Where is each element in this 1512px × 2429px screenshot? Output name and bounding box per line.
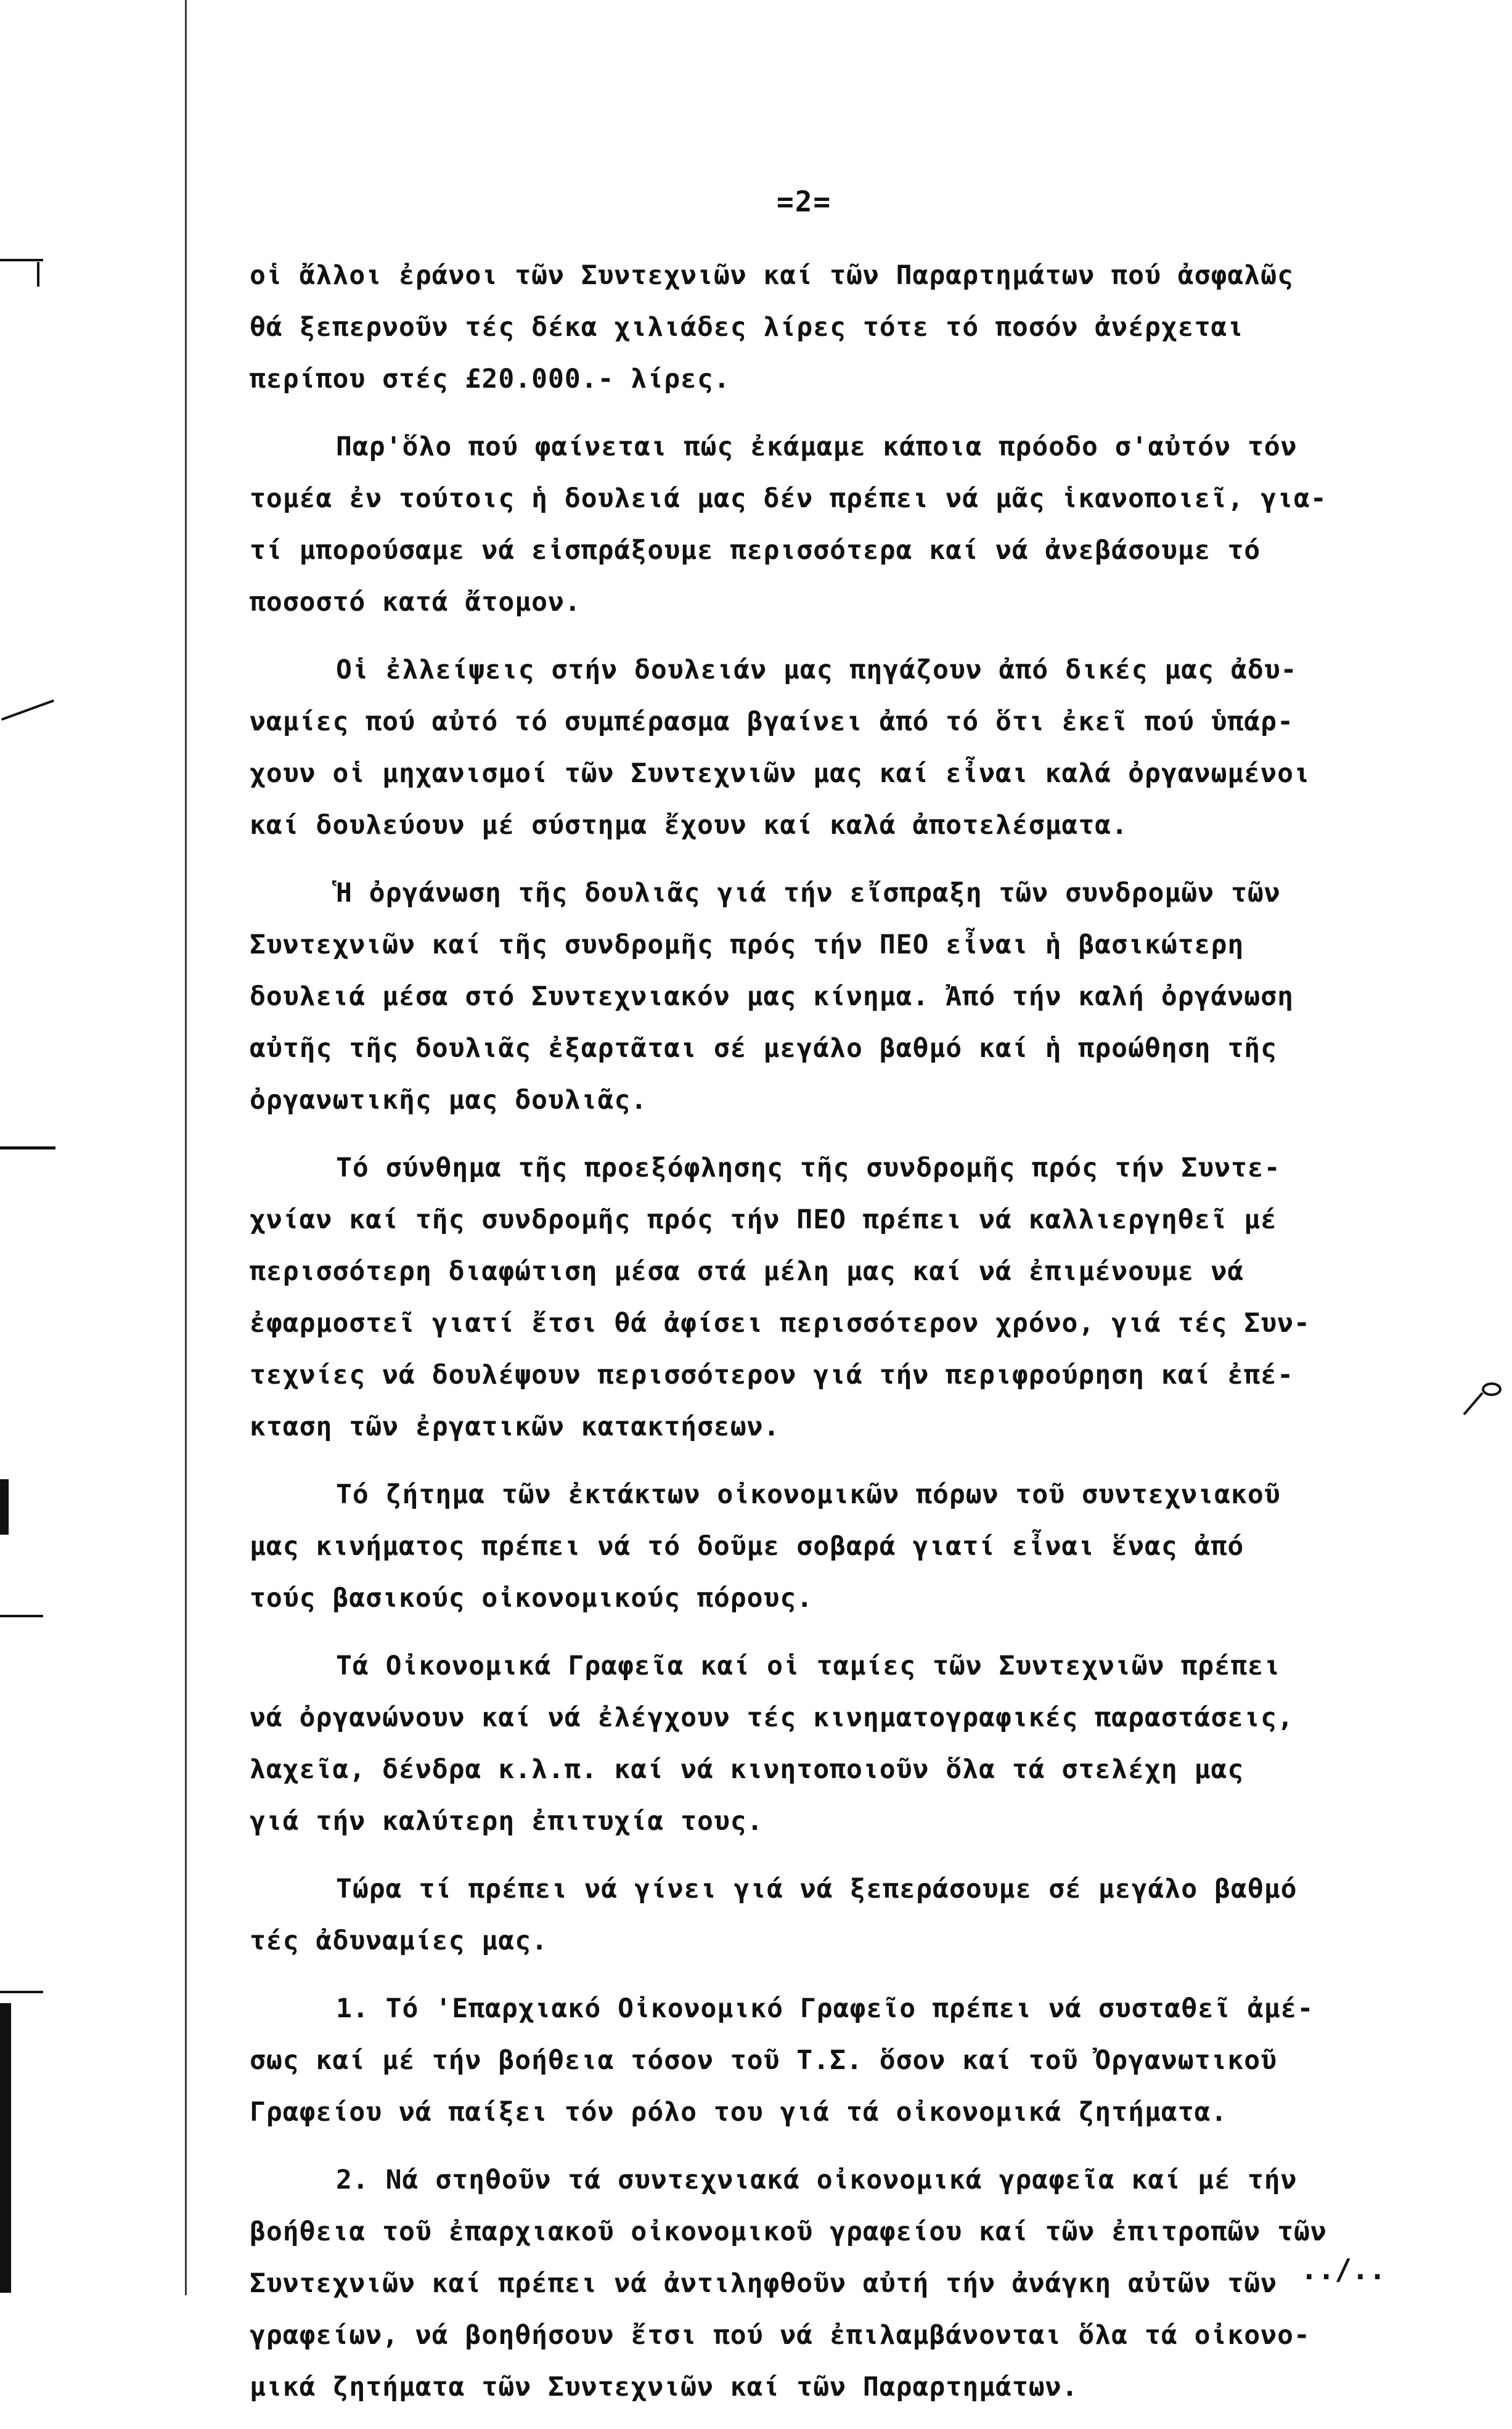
text-line: ὀργανωτικῆς μας δουλιᾶς.: [250, 1085, 648, 1116]
text-line: ποσοστό κατά ἄτομον.: [250, 587, 581, 618]
text-line: ναμίες πού αὐτό τό συμπέρασμα βγαίνει ἀπό τό ὅτι ἐκεῖ πού ὑπάρ-: [250, 706, 1294, 737]
text-line: 1. Τό 'Επαρχιακό Οἰκονομικό Γραφεῖο πρέπει νά συσταθεῖ ἀμέ-: [336, 1993, 1314, 2024]
margin-mark: [0, 1991, 43, 1993]
text-line: σως καί μέ τήν βοήθεια τόσον τοῦ Τ.Σ. ὅσον καί τοῦ Ὀργανωτικοῦ: [250, 2045, 1278, 2076]
text-line: Τό ζήτημα τῶν ἐκτάκτων οἰκονομικῶν πόρων τοῦ συντεχνιακοῦ: [336, 1479, 1281, 1510]
body-text: [250, 250, 1458, 2429]
text-line: Οἱ ἐλλείψεις στήν δουλειάν μας πηγάζουν ἀπό δικές μας ἀδυ-: [336, 655, 1297, 685]
text-line: βοήθεια τοῦ ἐπαρχιακοῦ οἰκονομικοῦ γραφείου καί τῶν ἐπιτροπῶν τῶν: [250, 2216, 1327, 2247]
text-line: τεχνίες νά δουλέψουν περισσότερον γιά τήν περιφρούρηση καί ἐπέ-: [250, 1360, 1294, 1390]
text-line: γιά τήν καλύτερη ἐπιτυχία τους.: [250, 1806, 764, 1837]
text-line: τί μπορούσαμε νά εἰσπράξουμε περισσότερα καί νά ἀνεβάσουμε τό: [250, 535, 1261, 566]
paragraph: [250, 421, 1458, 628]
page-number: =2=: [777, 185, 832, 218]
margin-mark: [37, 262, 39, 287]
text-line: λαχεῖα, δένδρα κ.λ.π. καί νά κινητοποιοῦν ὅλα τά στελέχη μας: [250, 1754, 1244, 1785]
text-line: περίπου στές £20.000.- λίρες.: [250, 364, 730, 394]
text-line: τούς βασικούς οἰκονομικούς πόρους.: [250, 1583, 814, 1614]
paragraph: [250, 644, 1458, 851]
text-line: 2. Νά στηθοῦν τά συντεχνιακά οἰκονομικά γραφεῖα καί μέ τήν: [336, 2165, 1297, 2195]
paragraph: [250, 1640, 1458, 1847]
text-line: Παρ'ὅλο πού φαίνεται πώς ἐκάμαμε κάποια πρόοδο σ'αὐτόν τόν: [336, 431, 1297, 462]
paragraph: [250, 1863, 1458, 1967]
margin-mark: [0, 2003, 11, 2293]
margin-mark: [1, 700, 54, 721]
text-line: Συντεχνιῶν καί τῆς συνδρομῆς πρός τήν ΠΕΟ εἶναι ἡ βασικώτερη: [250, 929, 1244, 960]
text-line: ἐφαρμοστεῖ γιατί ἔτσι θά ἀφίσει περισσότερον χρόνο, γιά τές Συν-: [250, 1308, 1310, 1339]
text-line: περισσότερη διαφώτιση μέσα στά μέλη μας καί νά ἐπιμένουμε νά: [250, 1256, 1244, 1287]
paragraph: [250, 1983, 1458, 2138]
left-margin-line: [185, 0, 187, 2295]
paragraph: [250, 2154, 1458, 2413]
pen-mark-icon: [1461, 1381, 1504, 1418]
text-line: μας κινήματος πρέπει νά τό δοῦμε σοβαρά γιατί εἶναι ἕνας ἀπό: [250, 1531, 1244, 1562]
paragraph: [250, 250, 1458, 405]
text-line: Τώρα τί πρέπει νά γίνει γιά νά ξεπεράσουμε σέ μεγάλο βαθμό: [336, 1874, 1297, 1904]
text-line: μικά ζητήματα τῶν Συντεχνιῶν καί τῶν Παραρτημάτων.: [250, 2372, 1079, 2402]
text-line: Γραφείου νά παίξει τόν ρόλο του γιά τά οἰκονομικά ζητήματα.: [250, 2097, 1228, 2128]
text-line: καί δουλεύουν μέ σύστημα ἔχουν καί καλά ἀποτελέσματα.: [250, 810, 1129, 841]
text-line: χνίαν καί τῆς συνδρομῆς πρός τήν ΠΕΟ πρέπει νά καλλιεργηθεῖ μέ: [250, 1204, 1278, 1235]
paragraph: [250, 1142, 1458, 1453]
text-line: αὐτῆς τῆς δουλιᾶς ἐξαρτᾶται σέ μεγάλο βαθμό καί ἡ προώθηση τῆς: [250, 1033, 1278, 1064]
margin-mark: [0, 1146, 55, 1149]
margin-mark: [0, 1615, 43, 1617]
text-line: δουλειά μέσα στό Συντεχνιακόν μας κίνημα. Ἀπό τήν καλή ὀργάνωση: [250, 981, 1294, 1012]
text-line: χουν οἱ μηχανισμοί τῶν Συντεχνιῶν μας καί εἶναι καλά ὀργανωμένοι: [250, 758, 1310, 789]
continuation-mark: ../..: [1301, 2253, 1386, 2286]
paragraph: [250, 1469, 1458, 1624]
text-line: κταση τῶν ἐργατικῶν κατακτήσεων.: [250, 1411, 780, 1442]
text-line: οἱ ἄλλοι ἐράνοι τῶν Συντεχνιῶν καί τῶν Παραρτημάτων πού ἀσφαλῶς: [250, 260, 1294, 291]
text-line: Τό σύνθημα τῆς προεξόφλησης τῆς συνδρομῆς πρός τήν Συντε-: [336, 1153, 1281, 1183]
text-line: γραφείων, νά βοηθήσουν ἔτσι πού νά ἐπιλαμβάνονται ὅλα τά οἰκονο-: [250, 2320, 1310, 2351]
margin-mark: [0, 259, 43, 261]
text-line: θά ξεπερνοῦν τές δέκα χιλιάδες λίρες τότε τό ποσόν ἀνέρχεται: [250, 312, 1244, 343]
paragraph: [250, 867, 1458, 1126]
text-line: Ἡ ὀργάνωση τῆς δουλιᾶς γιά τήν εἴσπραξη τῶν συνδρομῶν τῶν: [336, 878, 1281, 908]
text-line: τομέα ἐν τούτοις ἡ δουλειά μας δέν πρέπει νά μᾶς ἱκανοποιεῖ, για-: [250, 483, 1327, 514]
margin-mark: [0, 1479, 9, 1535]
text-line: Συντεχνιῶν καί πρέπει νά ἀντιληφθοῦν αὐτή τήν ἀνάγκη αὐτῶν τῶν: [250, 2268, 1278, 2299]
text-line: νά ὀργανώνουν καί νά ἐλέγχουν τές κινηματογραφικές παραστάσεις,: [250, 1702, 1294, 1733]
text-line: Τά Οἰκονομικά Γραφεῖα καί οἱ ταμίες τῶν Συντεχνιῶν πρέπει: [336, 1651, 1281, 1681]
text-line: τές ἀδυναμίες μας.: [250, 1925, 548, 1956]
